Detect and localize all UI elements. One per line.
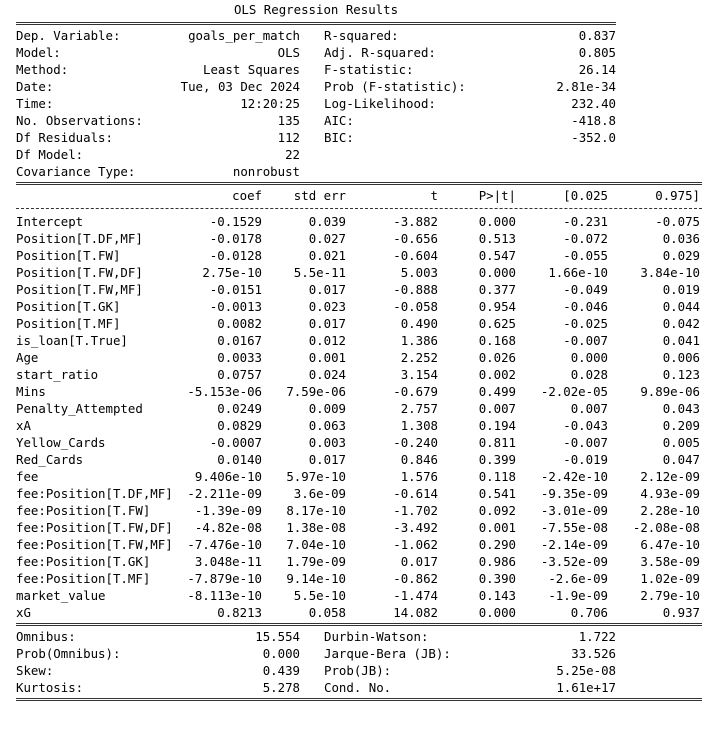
diagnostic-label: Cond. No.	[324, 680, 392, 695]
coef-p: 0.547	[478, 248, 516, 263]
coef-ci-high: 4.93e-09	[640, 486, 700, 501]
coef-ci-high: 0.209	[662, 418, 700, 433]
summary-value: 0.837	[578, 28, 616, 43]
coef-t: -0.862	[393, 571, 438, 586]
separator	[16, 180, 702, 187]
coef-term: fee	[16, 469, 39, 484]
ols-summary	[16, 0, 706, 703]
diagnostic-row	[16, 628, 706, 645]
coef-std-err: 7.04e-10	[286, 537, 346, 552]
summary-label: Time:	[16, 96, 54, 111]
coef-term: xG	[16, 605, 31, 620]
coef-t: -1.474	[393, 588, 438, 603]
coef-ci-high: 0.041	[662, 333, 700, 348]
coef-p: 0.377	[478, 282, 516, 297]
summary-label: R-squared:	[324, 28, 399, 43]
summary-value: 232.40	[571, 96, 616, 111]
coef-ci-high: 2.28e-10	[640, 503, 700, 518]
coef-std-err: 5.97e-10	[286, 469, 346, 484]
summary-label: Model:	[16, 45, 61, 60]
coef-p: 0.625	[478, 316, 516, 331]
coef-t: -0.614	[393, 486, 438, 501]
table-row	[16, 519, 706, 536]
summary-label: Method:	[16, 62, 69, 77]
summary-row	[16, 27, 706, 44]
coef-p: 0.399	[478, 452, 516, 467]
coef-p: 0.168	[478, 333, 516, 348]
coef-value: -7.476e-10	[187, 537, 262, 552]
summary-label: Adj. R-squared:	[324, 45, 436, 60]
diagnostic-label: Omnibus:	[16, 629, 76, 644]
diagnostic-row	[16, 679, 706, 696]
coef-value: -0.0013	[209, 299, 262, 314]
summary-value: Least Squares	[203, 62, 300, 77]
coef-t: 1.576	[400, 469, 438, 484]
coef-p: 0.000	[478, 214, 516, 229]
summary-value: 12:20:25	[240, 96, 300, 111]
coef-std-err: 9.14e-10	[286, 571, 346, 586]
coef-ci-low: -0.043	[563, 418, 608, 433]
summary-label: F-statistic:	[324, 62, 414, 77]
coef-t: -0.679	[393, 384, 438, 399]
summary-value: goals_per_match	[188, 28, 300, 43]
coef-ci-high: 0.042	[662, 316, 700, 331]
coef-ci-high: 9.89e-06	[640, 384, 700, 399]
diagnostic-row	[16, 645, 706, 662]
diagnostic-label: Durbin-Watson:	[324, 629, 429, 644]
diagnostic-label: Prob(JB):	[324, 663, 392, 678]
coef-value: -0.0178	[209, 231, 262, 246]
table-row	[16, 587, 706, 604]
coef-t: 0.490	[400, 316, 438, 331]
coef-p: 0.000	[478, 265, 516, 280]
table-row	[16, 366, 706, 383]
coef-value: 0.0140	[217, 452, 262, 467]
diagnostic-row	[16, 662, 706, 679]
coef-term: Position[T.FW,MF]	[16, 282, 143, 297]
coef-term: fee:Position[T.FW]	[16, 503, 151, 518]
summary-label: Prob (F-statistic):	[324, 79, 466, 94]
coef-p: 0.143	[478, 588, 516, 603]
coef-ci-high: 0.047	[662, 452, 700, 467]
header-std-err: std err	[293, 188, 346, 203]
summary-value: 112	[277, 130, 300, 145]
summary-value: -352.0	[571, 130, 616, 145]
coef-ci-low: -0.007	[563, 333, 608, 348]
coef-term: start_ratio	[16, 367, 99, 382]
summary-value: 22	[285, 147, 300, 162]
coef-t: 1.308	[400, 418, 438, 433]
coef-ci-low: -0.055	[563, 248, 608, 263]
coef-term: Position[T.MF]	[16, 316, 121, 331]
coef-p: 0.541	[478, 486, 516, 501]
coef-ci-low: -0.019	[563, 452, 608, 467]
coef-std-err: 0.023	[308, 299, 346, 314]
coef-std-err: 1.79e-09	[286, 554, 346, 569]
coef-term: Penalty_Attempted	[16, 401, 143, 416]
coef-std-err: 0.017	[308, 282, 346, 297]
coef-ci-low: -1.9e-09	[548, 588, 608, 603]
summary-value: 2.81e-34	[556, 79, 616, 94]
diagnostics-table	[16, 628, 706, 696]
coef-ci-high: 1.02e-09	[640, 571, 700, 586]
table-row	[16, 213, 706, 230]
table-row	[16, 349, 706, 366]
coef-value: 0.0033	[217, 350, 262, 365]
coef-p: 0.118	[478, 469, 516, 484]
coef-ci-low: -2.14e-09	[540, 537, 608, 552]
separator	[16, 621, 702, 628]
coef-ci-low: -0.046	[563, 299, 608, 314]
coef-std-err: 8.17e-10	[286, 503, 346, 518]
coef-ci-high: 3.84e-10	[640, 265, 700, 280]
coef-ci-high: 0.123	[662, 367, 700, 382]
coef-ci-high: 0.937	[662, 605, 700, 620]
summary-row	[16, 146, 706, 163]
separator	[16, 208, 702, 209]
coef-p: 0.000	[478, 605, 516, 620]
coef-term: Position[T.GK]	[16, 299, 121, 314]
coef-ci-high: -2.08e-08	[632, 520, 700, 535]
coef-ci-low: -9.35e-09	[540, 486, 608, 501]
table-row	[16, 298, 706, 315]
table-row	[16, 553, 706, 570]
coef-p: 0.390	[478, 571, 516, 586]
table-row	[16, 264, 706, 281]
coef-ci-high: 6.47e-10	[640, 537, 700, 552]
table-row	[16, 332, 706, 349]
coef-t: 0.017	[400, 554, 438, 569]
header-ci-high: 0.975]	[655, 188, 700, 203]
coef-ci-low: -0.007	[563, 435, 608, 450]
coef-term: Intercept	[16, 214, 84, 229]
coef-value: -0.0007	[209, 435, 262, 450]
coef-term: is_loan[T.True]	[16, 333, 128, 348]
coef-p: 0.001	[478, 520, 516, 535]
coef-term: xA	[16, 418, 31, 433]
coef-term: Mins	[16, 384, 46, 399]
coef-term: Red_Cards	[16, 452, 84, 467]
coef-t: -0.604	[393, 248, 438, 263]
table-row	[16, 570, 706, 587]
coef-std-err: 0.017	[308, 316, 346, 331]
table-row	[16, 281, 706, 298]
coef-ci-low: -0.231	[563, 214, 608, 229]
separator	[16, 20, 616, 27]
coef-header-row	[16, 187, 706, 204]
summary-row	[16, 44, 706, 61]
summary-row	[16, 163, 706, 180]
coef-t: 14.082	[393, 605, 438, 620]
coef-t: 2.252	[400, 350, 438, 365]
coef-t: -0.058	[393, 299, 438, 314]
coef-value: 0.0167	[217, 333, 262, 348]
coef-value: -0.0151	[209, 282, 262, 297]
coef-std-err: 0.021	[308, 248, 346, 263]
coef-term: fee:Position[T.MF]	[16, 571, 151, 586]
coef-std-err: 5.5e-11	[293, 265, 346, 280]
summary-row	[16, 129, 706, 146]
coef-term: fee:Position[T.GK]	[16, 554, 151, 569]
coef-p: 0.007	[478, 401, 516, 416]
coef-term: Position[T.FW,DF]	[16, 265, 143, 280]
table-row	[16, 400, 706, 417]
summary-label: Df Model:	[16, 147, 84, 162]
summary-label: Date:	[16, 79, 54, 94]
coef-value: -2.211e-09	[187, 486, 262, 501]
coef-value: -1.39e-09	[194, 503, 262, 518]
table-row	[16, 434, 706, 451]
coef-ci-low: -2.02e-05	[540, 384, 608, 399]
coef-std-err: 3.6e-09	[293, 486, 346, 501]
diagnostic-value: 5.25e-08	[556, 663, 616, 678]
coef-ci-high: -0.075	[655, 214, 700, 229]
table-row	[16, 247, 706, 264]
summary-label: Log-Likelihood:	[324, 96, 436, 111]
coef-t: -3.882	[393, 214, 438, 229]
coef-ci-low: -2.42e-10	[540, 469, 608, 484]
coef-p: 0.499	[478, 384, 516, 399]
coef-ci-low: -0.025	[563, 316, 608, 331]
coef-ci-high: 0.043	[662, 401, 700, 416]
table-row	[16, 383, 706, 400]
header-ci-low: [0.025	[563, 188, 608, 203]
table-row	[16, 502, 706, 519]
summary-row	[16, 95, 706, 112]
summary-value: 0.805	[578, 45, 616, 60]
header-t: t	[430, 188, 438, 203]
diagnostic-label: Skew:	[16, 663, 54, 678]
coef-std-err: 0.009	[308, 401, 346, 416]
coef-std-err: 1.38e-08	[286, 520, 346, 535]
diagnostic-value: 0.439	[262, 663, 300, 678]
separator	[16, 696, 702, 703]
coef-value: -0.0128	[209, 248, 262, 263]
summary-value: nonrobust	[232, 164, 300, 179]
coef-value: 3.048e-11	[194, 554, 262, 569]
coef-p: 0.092	[478, 503, 516, 518]
coef-term: fee:Position[T.FW,DF]	[16, 520, 173, 535]
coef-std-err: 0.024	[308, 367, 346, 382]
coef-ci-low: -0.049	[563, 282, 608, 297]
summary-label: BIC:	[324, 130, 354, 145]
diagnostic-value: 1.722	[578, 629, 616, 644]
coef-ci-low: 0.000	[570, 350, 608, 365]
coef-std-err: 0.058	[308, 605, 346, 620]
coef-ci-low: 0.706	[570, 605, 608, 620]
coef-ci-high: 0.019	[662, 282, 700, 297]
summary-value: -418.8	[571, 113, 616, 128]
diagnostic-value: 0.000	[262, 646, 300, 661]
coef-ci-high: 3.58e-09	[640, 554, 700, 569]
coef-ci-low: 1.66e-10	[548, 265, 608, 280]
coef-ci-low: 0.007	[570, 401, 608, 416]
coef-value: -8.113e-10	[187, 588, 262, 603]
coef-ci-high: 0.036	[662, 231, 700, 246]
coef-ci-low: -2.6e-09	[548, 571, 608, 586]
table-row	[16, 451, 706, 468]
summary-label: AIC:	[324, 113, 354, 128]
coef-ci-high: 0.044	[662, 299, 700, 314]
summary-value: 26.14	[578, 62, 616, 77]
coefficient-table	[16, 213, 706, 621]
coef-std-err: 0.001	[308, 350, 346, 365]
coef-t: -1.702	[393, 503, 438, 518]
summary-label: Df Residuals:	[16, 130, 113, 145]
coef-ci-low: 0.028	[570, 367, 608, 382]
coef-ci-high: 0.029	[662, 248, 700, 263]
coef-term: Position[T.FW]	[16, 248, 121, 263]
coef-t: 5.003	[400, 265, 438, 280]
table-row	[16, 230, 706, 247]
coef-p: 0.811	[478, 435, 516, 450]
coef-term: fee:Position[T.FW,MF]	[16, 537, 173, 552]
table-row	[16, 315, 706, 332]
coef-std-err: 0.039	[308, 214, 346, 229]
coef-t: 3.154	[400, 367, 438, 382]
coef-t: -0.240	[393, 435, 438, 450]
coef-p: 0.194	[478, 418, 516, 433]
diagnostic-label: Jarque-Bera (JB):	[324, 646, 451, 661]
coef-value: 2.75e-10	[202, 265, 262, 280]
coef-value: -7.879e-10	[187, 571, 262, 586]
coef-term: Age	[16, 350, 39, 365]
coef-value: 0.8213	[217, 605, 262, 620]
coef-t: -0.656	[393, 231, 438, 246]
coef-value: -5.153e-06	[187, 384, 262, 399]
table-row	[16, 417, 706, 434]
header-p: P>|t|	[478, 188, 516, 203]
table-row	[16, 536, 706, 553]
coef-value: 0.0757	[217, 367, 262, 382]
coef-value: 0.0829	[217, 418, 262, 433]
coef-std-err: 0.017	[308, 452, 346, 467]
coef-ci-high: 2.12e-09	[640, 469, 700, 484]
coef-std-err: 0.003	[308, 435, 346, 450]
summary-row	[16, 112, 706, 129]
diagnostic-label: Prob(Omnibus):	[16, 646, 121, 661]
coef-p: 0.954	[478, 299, 516, 314]
coef-ci-high: 2.79e-10	[640, 588, 700, 603]
coef-p: 0.002	[478, 367, 516, 382]
summary-value: Tue, 03 Dec 2024	[180, 79, 300, 94]
diagnostic-value: 1.61e+17	[556, 680, 616, 695]
diagnostic-value: 33.526	[571, 646, 616, 661]
coef-ci-high: 0.005	[662, 435, 700, 450]
coef-ci-low: -3.01e-09	[540, 503, 608, 518]
coef-term: fee:Position[T.DF,MF]	[16, 486, 173, 501]
coef-t: -3.492	[393, 520, 438, 535]
summary-title: OLS Regression Results	[233, 2, 399, 17]
coef-value: -0.1529	[209, 214, 262, 229]
coef-ci-low: -7.55e-08	[540, 520, 608, 535]
coef-value: 9.406e-10	[194, 469, 262, 484]
coef-std-err: 5.5e-10	[293, 588, 346, 603]
summary-label: Covariance Type:	[16, 164, 136, 179]
coef-std-err: 7.59e-06	[286, 384, 346, 399]
coef-value: 0.0249	[217, 401, 262, 416]
coef-t: 0.846	[400, 452, 438, 467]
coef-term: Position[T.DF,MF]	[16, 231, 143, 246]
coef-ci-low: -0.072	[563, 231, 608, 246]
header-coef: coef	[232, 188, 262, 203]
coef-term: Yellow_Cards	[16, 435, 106, 450]
coef-term: market_value	[16, 588, 106, 603]
summary-label: Dep. Variable:	[16, 28, 121, 43]
coef-t: 2.757	[400, 401, 438, 416]
coef-std-err: 0.012	[308, 333, 346, 348]
summary-label: No. Observations:	[16, 113, 143, 128]
summary-row	[16, 61, 706, 78]
diagnostic-value: 15.554	[255, 629, 300, 644]
table-row	[16, 468, 706, 485]
coef-p: 0.513	[478, 231, 516, 246]
coef-value: 0.0082	[217, 316, 262, 331]
coef-t: -1.062	[393, 537, 438, 552]
model-summary	[16, 27, 706, 180]
coef-t: 1.386	[400, 333, 438, 348]
coef-value: -4.82e-08	[194, 520, 262, 535]
diagnostic-label: Kurtosis:	[16, 680, 84, 695]
table-row	[16, 604, 706, 621]
table-row	[16, 485, 706, 502]
coef-ci-low: -3.52e-09	[540, 554, 608, 569]
summary-value: 135	[277, 113, 300, 128]
coef-p: 0.986	[478, 554, 516, 569]
coef-ci-high: 0.006	[662, 350, 700, 365]
summary-value: OLS	[277, 45, 300, 60]
coef-p: 0.290	[478, 537, 516, 552]
coef-t: -0.888	[393, 282, 438, 297]
coef-std-err: 0.063	[308, 418, 346, 433]
diagnostic-value: 5.278	[262, 680, 300, 695]
summary-row	[16, 78, 706, 95]
coef-std-err: 0.027	[308, 231, 346, 246]
coef-p: 0.026	[478, 350, 516, 365]
